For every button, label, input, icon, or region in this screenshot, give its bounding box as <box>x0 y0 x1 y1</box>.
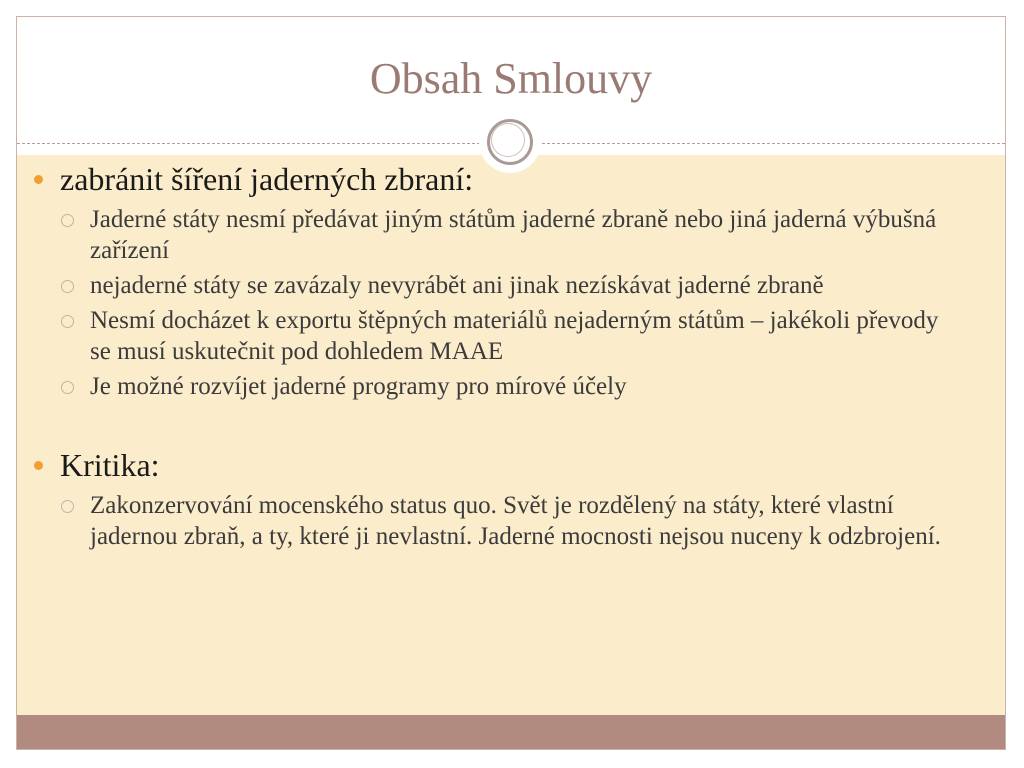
bullet-dot-icon <box>34 461 43 470</box>
list-item <box>30 270 960 301</box>
hollow-bullet-icon <box>61 500 74 513</box>
hollow-bullet-icon <box>61 315 74 328</box>
bullet-list <box>30 160 960 556</box>
slide-title: Obsah Smlouvy <box>369 54 653 103</box>
heading-text: Kritika: <box>60 447 160 483</box>
item-text: Zakonzervování mocenského status quo. Svět je rozdělený na státy, které vlastní jadernou zbraň, a ty, které ji nevlastní. Jaderné mocnosti nejsou nuceny k odzbrojení. <box>90 492 941 550</box>
item-text: Jaderné státy nesmí předávat jiným státům jaderné zbraně nebo jiná jaderná výbušná zařízení <box>90 206 937 264</box>
list-item <box>30 490 960 552</box>
heading-text: zabránit šíření jaderných zbraní: <box>60 161 474 197</box>
list-item <box>30 204 960 266</box>
ornament-inner-ring <box>491 123 525 157</box>
section-heading-2 <box>30 446 960 484</box>
section-gap <box>30 406 960 446</box>
item-text: Nesmí docházet k exportu štěpných materiálů nejaderným státům – jakékoli převody se musí uskutečnit pod dohledem MAAE <box>90 307 939 365</box>
item-text: nejaderné státy se zavázaly nevyrábět ani jinak nezískávat jaderné zbraně <box>90 272 824 299</box>
footer-bar <box>17 715 1005 749</box>
hollow-bullet-icon <box>61 214 74 227</box>
section-heading-1 <box>30 160 960 198</box>
item-text: Je možné rozvíjet jaderné programy pro mírové účely <box>90 373 627 400</box>
list-item <box>30 305 960 367</box>
list-item <box>30 371 960 402</box>
bullet-dot-icon <box>34 175 43 184</box>
hollow-bullet-icon <box>61 280 74 293</box>
hollow-bullet-icon <box>61 381 74 394</box>
